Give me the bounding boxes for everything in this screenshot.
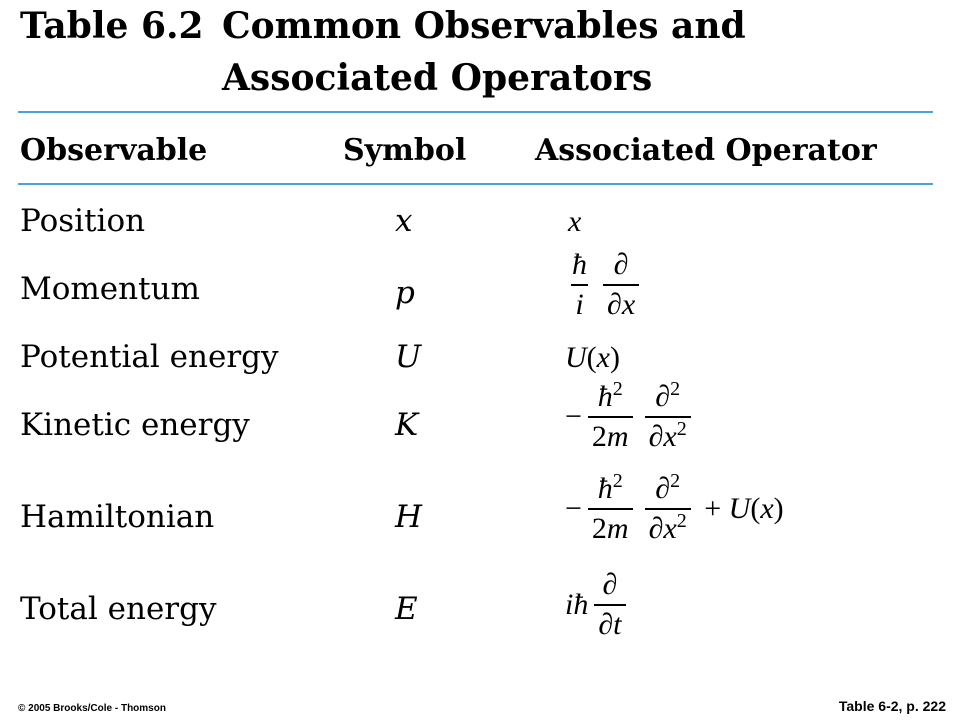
column-header-operator: Associated Operator (535, 133, 877, 168)
row-observable-total-energy: Total energy (20, 591, 217, 627)
row-symbol-momentum: p (395, 275, 415, 311)
row-operator-position: x (568, 205, 582, 238)
table-reference: Table 6-2, p. 222 (838, 698, 946, 714)
row-observable-momentum: Momentum (20, 271, 200, 307)
row-symbol-kinetic-energy: K (395, 407, 419, 443)
table-title-line2: Associated Operators (222, 57, 653, 99)
row-operator-hamiltonian: − $\frac{ħ^2}{2m}$ $\frac{\partial^2}{\partial x^2}$ + U(x) (565, 470, 784, 545)
row-operator-momentum: $\frac{ħ}{i}$ $\frac{\partial}{\partial x}$ (562, 250, 645, 320)
copyright-notice: © 2005 Brooks/Cole - Thomson (18, 703, 166, 714)
header-rule (18, 183, 933, 185)
top-rule (18, 111, 933, 113)
row-operator-potential-energy: U(x) (565, 341, 620, 374)
row-operator-total-energy: iħ $\frac{\partial}{\partial t}$ (565, 570, 632, 640)
column-header-symbol: Symbol (343, 133, 467, 168)
row-symbol-hamiltonian: H (395, 499, 423, 535)
column-header-observable: Observable (20, 133, 208, 168)
row-observable-hamiltonian: Hamiltonian (20, 499, 215, 535)
row-symbol-total-energy: E (395, 591, 418, 627)
row-observable-potential-energy: Potential energy (20, 339, 279, 375)
row-observable-kinetic-energy: Kinetic energy (20, 407, 250, 443)
table-label: Table 6.2 (20, 5, 204, 47)
row-symbol-potential-energy: U (395, 339, 422, 375)
row-symbol-position: x (395, 203, 413, 239)
row-observable-position: Position (20, 203, 146, 239)
row-operator-kinetic-energy: − $\frac{ħ^2}{2m}$ $\frac{\partial^2}{\partial x^2}$ (565, 382, 697, 452)
table-title-line1: Common Observables and (222, 5, 746, 47)
